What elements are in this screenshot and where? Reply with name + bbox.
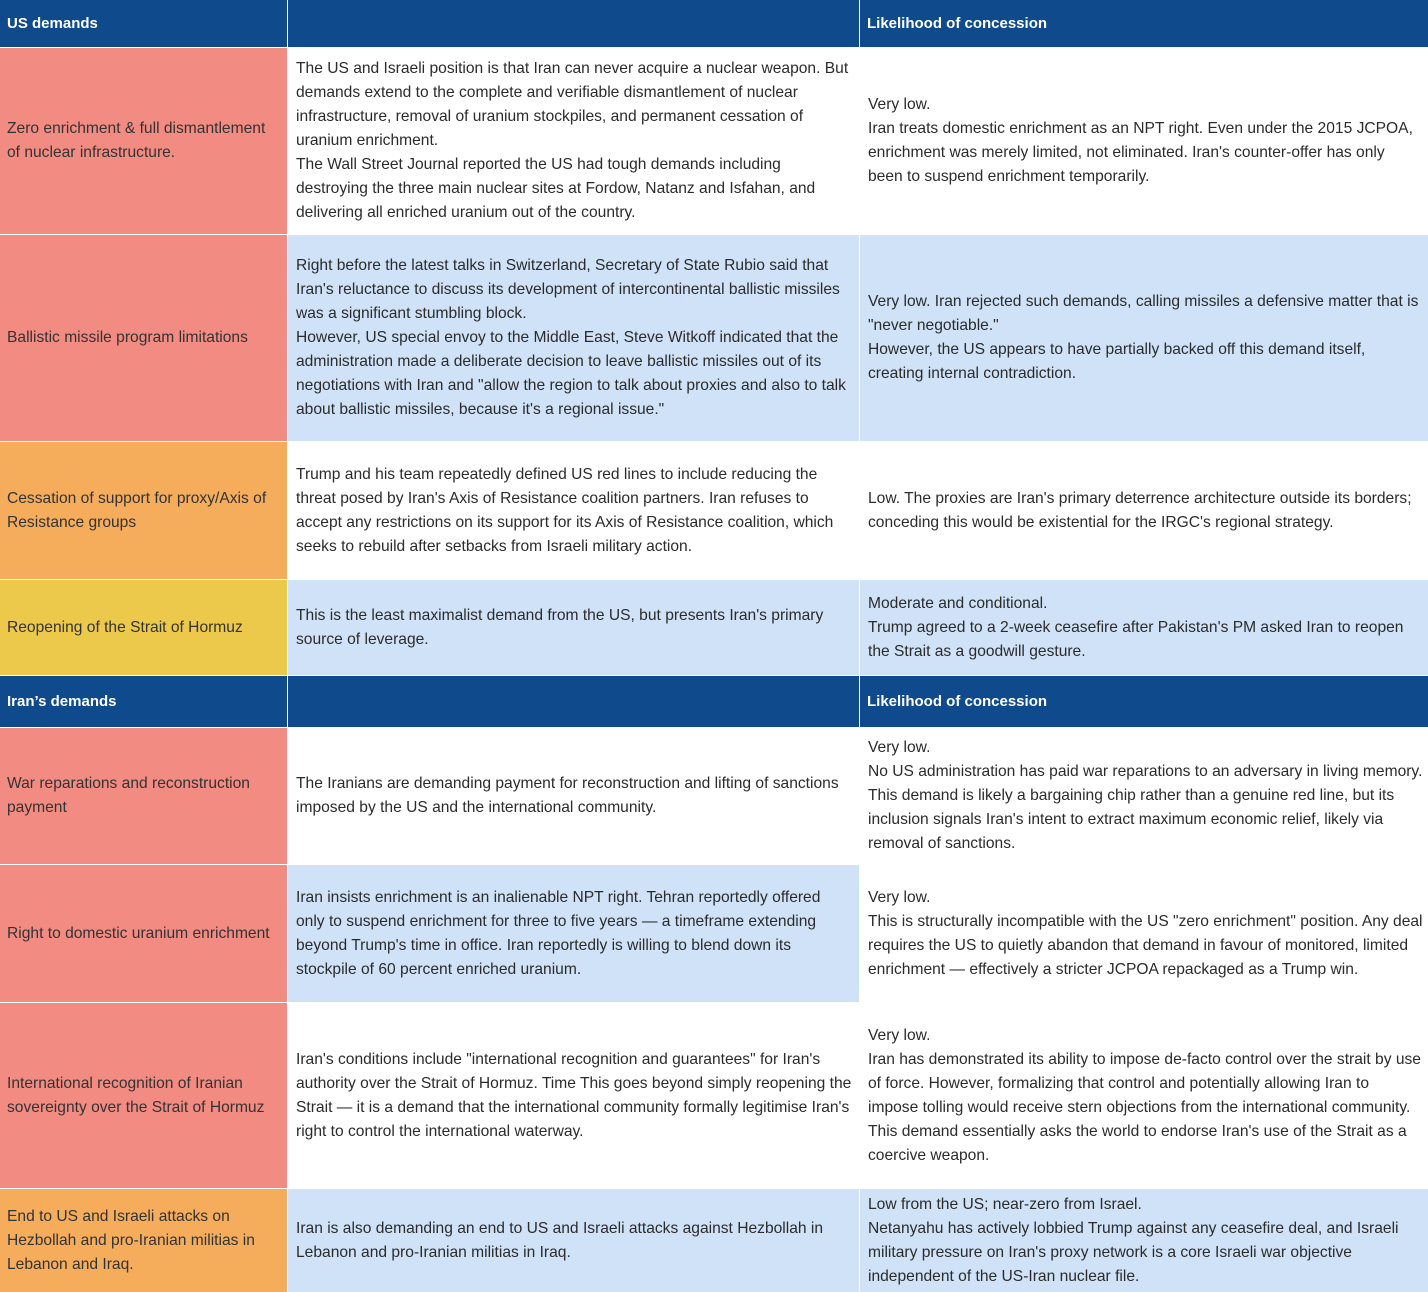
us-demand-strait-reopening: Reopening of the Strait of Hormuz: [0, 580, 287, 675]
us-detail-zero-enrichment: The US and Israeli position is that Iran can never acquire a nuclear weapon. But demands extend to the complete and verifiable dismantlement of nuclear infrastructure, removal of uranium stockpiles, and permanent cessation of uranium enrichment. The Wall Street Journal reported the US had tough demands including destroying the three main nuclear sites at Fordow, Natanz and Isfahan, and delivering all enriched uranium out of the country.: [288, 48, 859, 234]
iran-likelihood-war-reparations: Very low. No US administration has paid war reparations to an adversary in living memory. This demand is likely a bargaining chip rather than a genuine red line, but its inclusion signals Iran's intent to extract maximum economic relief, likely via removal of sanctions.: [860, 728, 1428, 864]
us-demands-header: US demands: [0, 0, 287, 47]
iran-detail-end-attacks: Iran is also demanding an end to US and Israeli attacks against Hezbollah in Lebanon and pro-Iranian militias in Iraq.: [288, 1189, 859, 1292]
us-likelihood-header: Likelihood of concession: [860, 0, 1428, 47]
iran-likelihood-end-attacks: Low from the US; near-zero from Israel. Netanyahu has actively lobbied Trump against any ceasefire deal, and Israeli military pressure on Iran's proxy network is a core Israeli war objective independent of the US-Iran nuclear file.: [860, 1189, 1428, 1292]
us-likelihood-zero-enrichment: Very low. Iran treats domestic enrichment as an NPT right. Even under the 2015 JCPOA, enrichment was merely limited, not eliminated. Iran's counter-offer has only been to suspend enrichment temporarily.: [860, 48, 1428, 234]
us-likelihood-strait-reopening: Moderate and conditional. Trump agreed to a 2-week ceasefire after Pakistan's PM asked Iran to reopen the Strait as a goodwill gesture.: [860, 580, 1428, 675]
us-detail-proxy-support: Trump and his team repeatedly defined US red lines to include reducing the threat posed by Iran's Axis of Resistance coalition partners. Iran refuses to accept any restrictions on its support for its Axis of Resistance coalition, which seeks to rebuild after setbacks from Israeli military action.: [288, 442, 859, 579]
iran-detail-domestic-enrichment: Iran insists enrichment is an inalienable NPT right. Tehran reportedly offered only to suspend enrichment for three to five years — a timeframe extending beyond Trump's time in office. Iran reportedly is willing to blend down its stockpile of 60 percent enriched uranium.: [288, 865, 859, 1002]
us-detail-strait-reopening: This is the least maximalist demand from the US, but presents Iran's primary source of leverage.: [288, 580, 859, 675]
us-details-header: [288, 0, 859, 47]
iran-demand-domestic-enrichment: Right to domestic uranium enrichment: [0, 865, 287, 1002]
us-detail-ballistic-missiles: Right before the latest talks in Switzerland, Secretary of State Rubio said that Iran's reluctance to discuss its development of intercontinental ballistic missiles was a significant stumbling block. However, US special envoy to the Middle East, Steve Witkoff indicated that the administration made a deliberate decision to leave ballistic missiles out of its negotiations with Iran and "allow the region to talk about proxies and also to talk about ballistic missiles, because it's a regional issue.": [288, 235, 859, 441]
us-likelihood-ballistic-missiles: Very low. Iran rejected such demands, calling missiles a defensive matter that is "never negotiable." However, the US appears to have partially backed off this demand itself, creating internal contradiction.: [860, 235, 1428, 441]
us-demand-proxy-support: Cessation of support for proxy/Axis of Resistance groups: [0, 442, 287, 579]
us-demand-ballistic-missiles: Ballistic missile program limitations: [0, 235, 287, 441]
iran-detail-strait-sovereignty: Iran's conditions include "international recognition and guarantees" for Iran's authority over the Strait of Hormuz. Time This goes beyond simply reopening the Strait — it is a demand that the international community formally legitimise Iran's right to control the international waterway.: [288, 1003, 859, 1188]
iran-demand-strait-sovereignty: International recognition of Iranian sovereignty over the Strait of Hormuz: [0, 1003, 287, 1188]
iran-details-header: [288, 676, 859, 727]
iran-likelihood-header: Likelihood of concession: [860, 676, 1428, 727]
iran-demand-end-attacks: End to US and Israeli attacks on Hezbollah and pro-Iranian militias in Lebanon and Iraq.: [0, 1189, 287, 1292]
iran-likelihood-strait-sovereignty: Very low. Iran has demonstrated its ability to impose de-facto control over the strait by use of force. However, formalizing that control and potentially allowing Iran to impose tolling would receive stern objections from the international community. This demand essentially asks the world to endorse Iran's use of the Strait as a coercive weapon.: [860, 1003, 1428, 1188]
us-likelihood-proxy-support: Low. The proxies are Iran's primary deterrence architecture outside its borders; conceding this would be existential for the IRGC's regional strategy.: [860, 442, 1428, 579]
iran-demands-header: Iran’s demands: [0, 676, 287, 727]
iran-likelihood-domestic-enrichment: Very low. This is structurally incompatible with the US "zero enrichment" position. Any deal requires the US to quietly abandon that demand in favour of monitored, limited enrichment — effectively a stricter JCPOA repackaged as a Trump win.: [860, 865, 1428, 1002]
iran-detail-war-reparations: The Iranians are demanding payment for reconstruction and lifting of sanctions imposed by the US and the international community.: [288, 728, 859, 864]
iran-demand-war-reparations: War reparations and reconstruction payment: [0, 728, 287, 864]
us-demand-zero-enrichment: Zero enrichment & full dismantlement of nuclear infrastructure.: [0, 48, 287, 234]
